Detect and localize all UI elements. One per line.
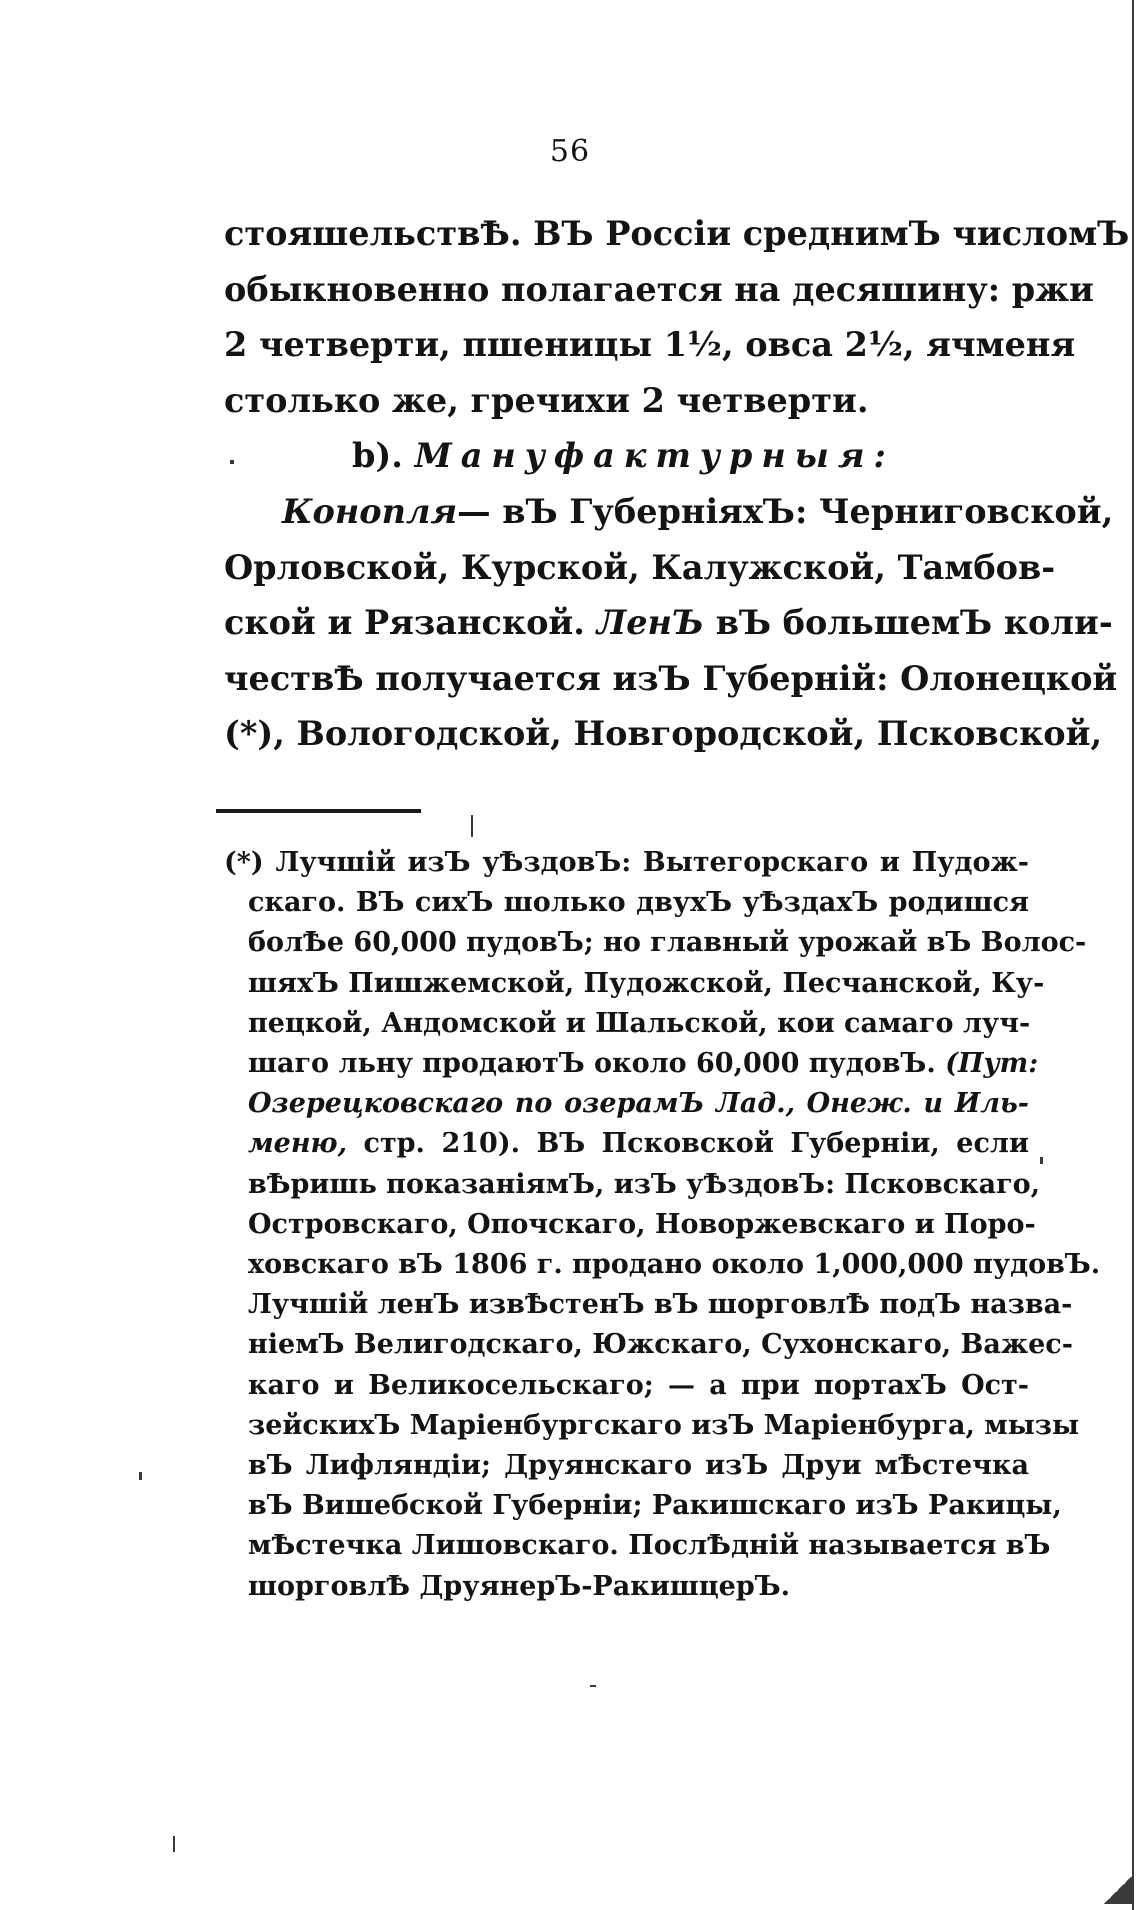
ink-speck bbox=[471, 815, 473, 837]
section-marker: b). bbox=[352, 436, 403, 476]
footnote-line: каго и Великосельскаго; — а при портахЪ Ост- bbox=[248, 1369, 1029, 1401]
footnote-line: вЪ Вишебской Губерніи; Ракишскаго изЪ Ракицы, bbox=[248, 1490, 1062, 1522]
page-edge bbox=[1132, 0, 1134, 1910]
term-konoplya: Конопля bbox=[282, 491, 458, 531]
page-edge-corner bbox=[1104, 1874, 1134, 1904]
footnote-citation: Озерецковскаго по озерамЪ Лад., Онеж. и Иль- bbox=[248, 1088, 1029, 1120]
ink-speck bbox=[590, 1685, 596, 1687]
footnote-separator bbox=[216, 809, 421, 813]
page-number: 56 bbox=[549, 134, 591, 169]
main-line: столько же, гречихи 2 четверти. bbox=[224, 380, 869, 420]
footnote-citation: меню, bbox=[248, 1128, 347, 1160]
paragraph-text: вЪ большемЪ коли- bbox=[715, 603, 1113, 643]
footnote-line: пецкой, Андомской и Шальской, кои самаго луч- bbox=[248, 1007, 1031, 1039]
footnote-line: шяхЪ Пишжемской, Пудожской, Песчанской, Ку- bbox=[248, 967, 1045, 999]
paragraph-line bbox=[224, 595, 1113, 651]
footnote-line: скаго. ВЪ сихЪ шолько двухЪ уѢздахЪ родишся bbox=[248, 887, 1029, 919]
ink-speck bbox=[230, 460, 234, 464]
ink-speck bbox=[173, 1836, 175, 1852]
main-line: обыкновенно полагается на десяшину: ржи bbox=[224, 269, 1094, 309]
footnote-text: стр. 210). ВЪ Псковской Губерніи, если bbox=[363, 1128, 1029, 1160]
footnote-text: шаго льну продаютЪ около 60,000 пудовЪ. bbox=[248, 1048, 936, 1080]
main-text bbox=[224, 206, 1130, 762]
paragraph-line: чествѢ получается изЪ Губерній: Олонецкой bbox=[224, 658, 1118, 698]
footnote-line: шорговлѢ ДруянерЪ-РакишцерЪ. bbox=[248, 1570, 790, 1602]
term-len: ЛенЪ bbox=[596, 603, 705, 643]
footnote-line: Островскаго, Опочскаго, Новоржевскаго и Поро- bbox=[248, 1208, 1036, 1240]
footnote-line: вЪ Лифляндіи; Друянскаго изЪ Друи мѢстечка bbox=[248, 1450, 1029, 1482]
footnote-citation: (Пут: bbox=[945, 1048, 1039, 1080]
footnote-line: ховскаго вЪ 1806 г. продано около 1,000,000 пудовЪ. bbox=[248, 1249, 1101, 1281]
paragraph-line bbox=[224, 484, 1114, 540]
main-line: стояшельствѢ. ВЪ Россіи среднимЪ числомЪ bbox=[224, 214, 1130, 253]
footnote-line bbox=[224, 1044, 1039, 1084]
ink-speck bbox=[139, 1472, 142, 1480]
footnote-line bbox=[224, 1124, 1029, 1164]
footnote-line: Лучшій ленЪ извѢстенЪ вЪ шорговлѢ подЪ назва- bbox=[248, 1289, 1073, 1321]
footnote-line: болѢе 60,000 пудовЪ; но главный урожай вЪ Волос- bbox=[248, 927, 1087, 959]
paragraph-line: Орловской, Курской, Калужской, Тамбов- bbox=[224, 547, 1056, 587]
section-title: Мануфактурныя: bbox=[414, 436, 895, 476]
paragraph-line: (*), Вологодской, Новгородской, Псковской, bbox=[224, 714, 1103, 754]
footnote-line: (*) Лучшій изЪ уѢздовЪ: Вытегорскаго и Пудож- bbox=[224, 847, 1029, 878]
footnote-line: ніемЪ Велигодскаго, Южскаго, Сухонскаго, Важес- bbox=[248, 1329, 1073, 1361]
footnote-line: вѢришь показаніямЪ, изЪ уѢздовЪ: Псковскаго, bbox=[248, 1168, 1041, 1200]
paragraph-text: — вЪ ГуберніяхЪ: Черниговской, bbox=[457, 491, 1114, 531]
footnote bbox=[224, 843, 1101, 1607]
paragraph-text: ской и Рязанской. bbox=[224, 603, 585, 643]
section-heading bbox=[224, 428, 1029, 484]
main-line: 2 четверти, пшеницы 1½, овса 2½, ячменя bbox=[224, 325, 1076, 365]
footnote-line: мѢстечка Лишовскаго. ПослѢдній называется вЪ bbox=[248, 1530, 1051, 1562]
footnote-line: зейскихЪ Маріенбургскаго изЪ Маріенбурга, мызы bbox=[248, 1409, 1080, 1441]
ink-speck bbox=[1040, 1157, 1043, 1164]
